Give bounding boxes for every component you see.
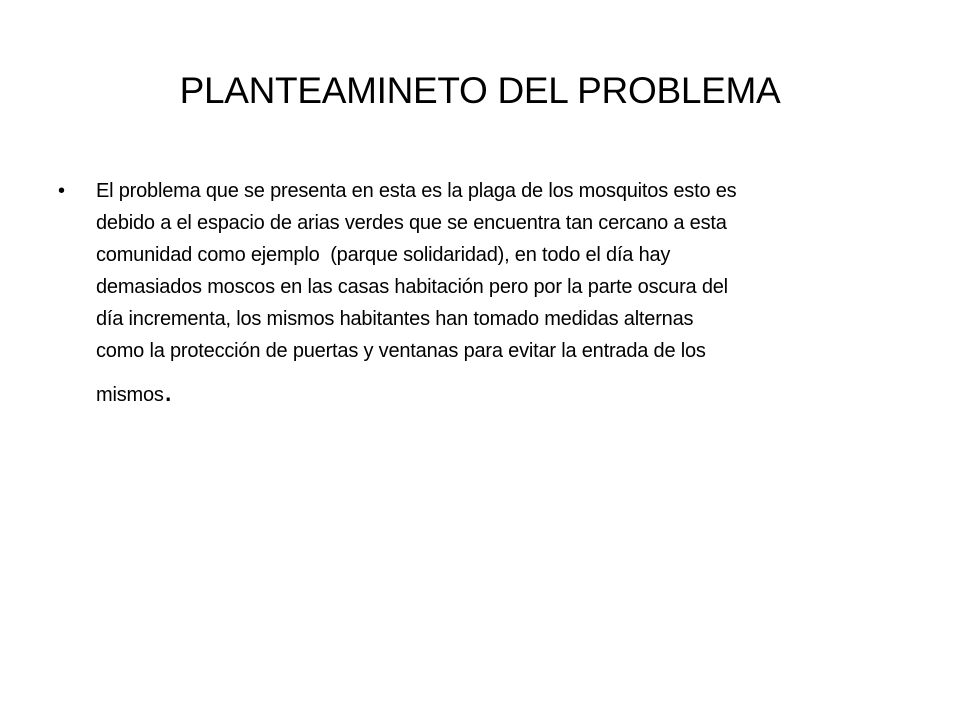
bullet-item [58, 175, 888, 411]
bullet-text [96, 175, 888, 411]
bullet-end-period: . [163, 372, 173, 408]
slide-body [58, 175, 888, 411]
bullet-text-line-1: El problema que se presenta en esta es la plaga de los mosquitos esto es [96, 180, 737, 202]
bullet-text-line-7: mismos [96, 384, 164, 406]
bullet-text-line-4: demasiados moscos en las casas habitación pero por la parte oscura del [96, 276, 728, 298]
slide-title: PLANTEAMINETO DEL PROBLEMA [179, 70, 781, 111]
bullet-text-line-5: día incrementa, los mismos habitantes han tomado medidas alternas [96, 308, 694, 330]
bullet-text-line-2: debido a el espacio de arias verdes que se encuentra tan cercano a esta [96, 212, 727, 234]
bullet-marker: • [58, 180, 66, 202]
bullet-text-line-6: como la protección de puertas y ventanas para evitar la entrada de los [96, 340, 706, 362]
bullet-text-line-3: comunidad como ejemplo (parque solidaridad), en todo el día hay [96, 244, 671, 266]
